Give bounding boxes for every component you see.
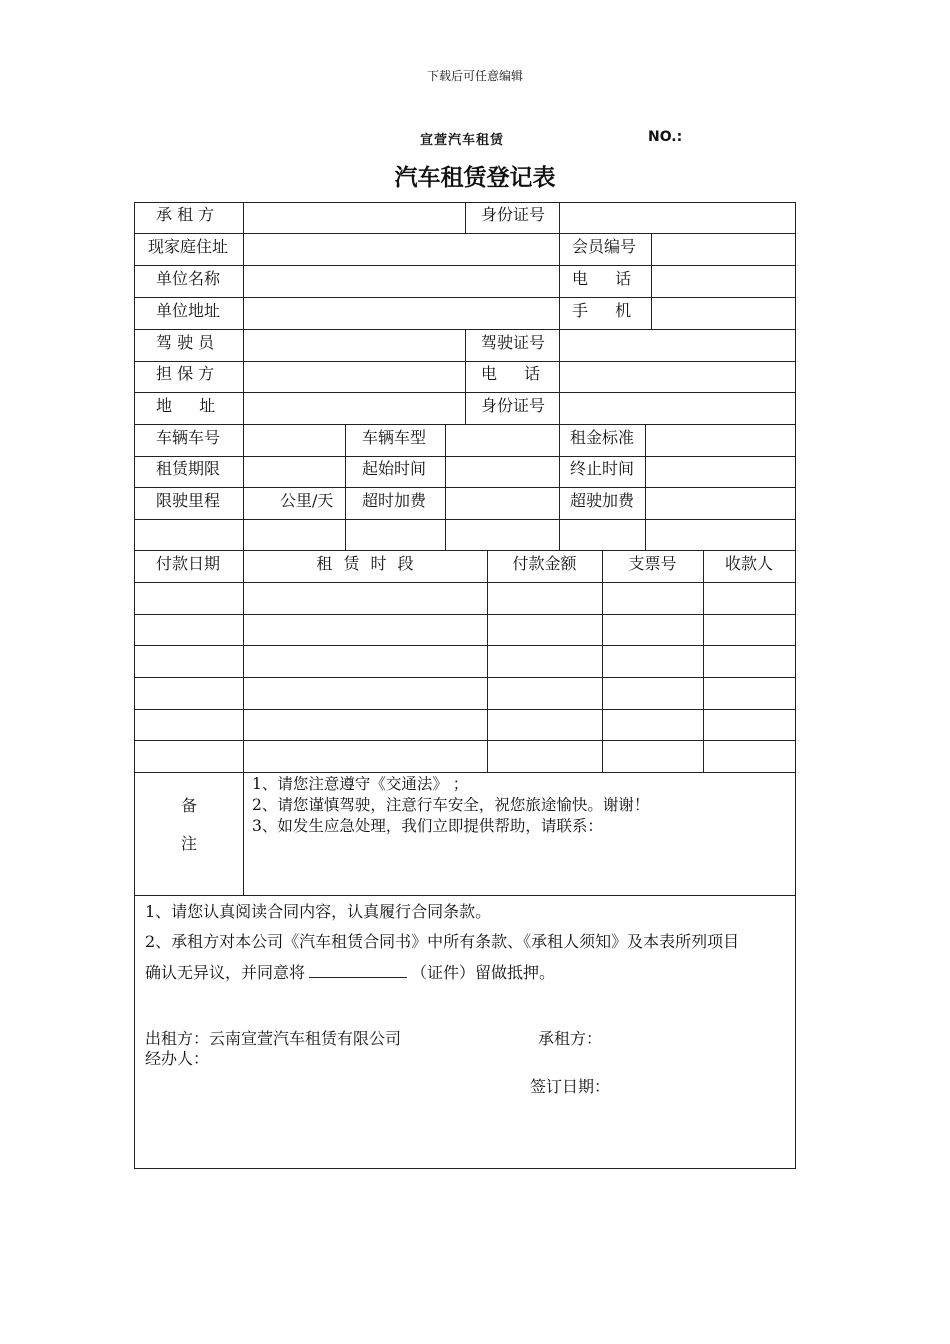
row-line xyxy=(134,740,796,741)
remark-line: 3、如发生应急处理，我们立即提供帮助，请联系： xyxy=(252,817,603,835)
row-line xyxy=(134,487,796,488)
company-name: 宣萱汽车租赁 xyxy=(420,133,505,148)
sign-date: 签订日期： xyxy=(530,1077,611,1096)
overtime-fee-label: 超时加费 xyxy=(362,491,427,510)
table-border-bottom xyxy=(134,1168,796,1169)
mileage-limit-label: 限驶里程 xyxy=(156,491,221,510)
row-line xyxy=(134,297,796,298)
col-line xyxy=(645,424,646,550)
lessee-label: 承 租 方 xyxy=(156,205,215,224)
row-line xyxy=(134,895,796,896)
id-number-label: 身份证号 xyxy=(481,205,546,224)
row-line xyxy=(134,519,796,520)
company-name-label: 单位名称 xyxy=(156,269,221,288)
term-line-2: 2、承租方对本公司《汽车租赁合同书》中所有条款、《承租人须知》及本表所列项目 xyxy=(145,932,740,951)
col-line xyxy=(243,202,244,895)
address-label: 地 址 xyxy=(156,396,216,415)
plate-no-label: 车辆车号 xyxy=(156,428,221,447)
col-line xyxy=(559,202,560,550)
table-border-left xyxy=(134,202,135,1169)
mobile-label: 手 机 xyxy=(572,301,632,320)
vehicle-model-label: 车辆车型 xyxy=(362,428,427,447)
col-line xyxy=(345,424,346,550)
col-line xyxy=(487,550,488,772)
col-line xyxy=(465,329,466,424)
remark-line: 1、请您注意遵守《交通法》 ； xyxy=(252,775,469,793)
driver-label: 驾 驶 员 xyxy=(156,333,215,352)
rent-period-label: 租赁期限 xyxy=(156,459,221,478)
home-address-label: 现家庭住址 xyxy=(148,237,229,256)
serial-number-label: NO.: xyxy=(648,129,683,145)
remark-line: 2、请您谨慎驾驶，注意行车安全，祝您旅途愉快。谢谢！ xyxy=(252,796,650,814)
row-line xyxy=(134,582,796,583)
payment-date-header: 付款日期 xyxy=(156,554,221,573)
lessor-signature: 出租方：云南宣萱汽车租赁有限公司 xyxy=(145,1029,402,1048)
row-line xyxy=(134,424,796,425)
deposit-document-blank[interactable] xyxy=(309,963,407,978)
end-time-label: 终止时间 xyxy=(570,459,635,478)
top-note: 下载后可任意编辑 xyxy=(426,69,523,83)
member-no-label: 会员编号 xyxy=(572,237,637,256)
payment-amount-header: 付款金额 xyxy=(512,554,577,573)
guarantor-label: 担 保 方 xyxy=(156,364,215,383)
cheque-no-header: 支票号 xyxy=(628,554,677,573)
row-line xyxy=(134,677,796,678)
rent-standard-label: 租金标准 xyxy=(570,428,635,447)
term-line-1: 1、请您认真阅读合同内容，认真履行合同条款。 xyxy=(145,902,492,921)
rent-period-header: 租 赁 时 段 xyxy=(316,554,414,573)
term-line-3 xyxy=(145,960,555,983)
row-line xyxy=(134,614,796,615)
row-line xyxy=(134,456,796,457)
row-line xyxy=(134,550,796,551)
handler-signature: 经办人： xyxy=(145,1049,210,1068)
col-line xyxy=(602,550,603,772)
page-title: 汽车租赁登记表 xyxy=(394,165,556,191)
guarantor-phone-label: 电 话 xyxy=(481,364,541,383)
row-line xyxy=(134,265,796,266)
col-line xyxy=(465,202,466,233)
row-line xyxy=(134,645,796,646)
km-per-day-unit: 公里/天 xyxy=(280,491,334,510)
col-line xyxy=(445,424,446,550)
row-line xyxy=(134,233,796,234)
license-no-label: 驾驶证号 xyxy=(481,333,546,352)
overmile-fee-label: 超驶加费 xyxy=(570,491,635,510)
term-line-3-end: （证件）留做抵押。 xyxy=(411,963,556,982)
company-address-label: 单位地址 xyxy=(156,301,221,320)
remarks-label-2: 注 xyxy=(181,834,198,853)
lessee-signature: 承租方： xyxy=(538,1029,603,1048)
term-line-3-start: 确认无异议，并同意将 xyxy=(145,963,306,982)
table-border-right xyxy=(795,202,796,1169)
row-line xyxy=(134,709,796,710)
guarantor-id-label: 身份证号 xyxy=(481,396,546,415)
payee-header: 收款人 xyxy=(724,554,773,573)
remarks-label: 备 xyxy=(181,796,198,815)
start-time-label: 起始时间 xyxy=(362,459,427,478)
col-line xyxy=(703,550,704,772)
row-line xyxy=(134,772,796,773)
phone-label: 电 话 xyxy=(572,269,632,288)
col-line xyxy=(651,233,652,329)
